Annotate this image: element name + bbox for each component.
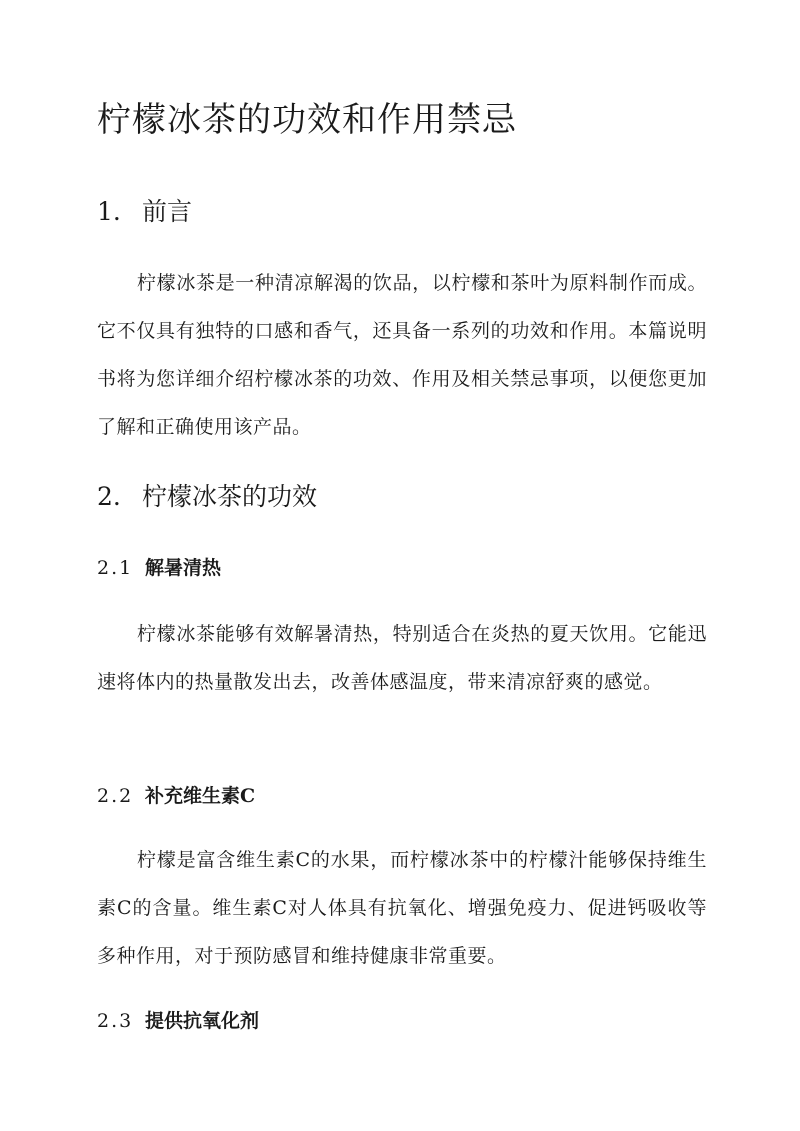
section-heading-preface <box>97 195 192 229</box>
subsection-heading-vitamin-c <box>97 782 255 810</box>
subsection-heading-cooling <box>97 554 221 582</box>
section-number: 1. <box>97 197 121 226</box>
subsection-number: 2.2 <box>97 785 134 807</box>
cooling-paragraph: 柠檬冰茶能够有效解暑清热，特别适合在炎热的夏天饮用。它能迅速将体内的热量散发出去，改善体感温度，带来清凉舒爽的感觉。 <box>97 623 707 693</box>
section-number: 2. <box>97 482 121 511</box>
subsection-title: 提供抗氧化剂 <box>145 1010 260 1032</box>
subsection-title: 补充维生素C <box>145 785 256 807</box>
subsection-title: 解暑清热 <box>145 557 222 579</box>
preface-paragraph: 柠檬冰茶是一种清凉解渴的饮品，以柠檬和茶叶为原料制作而成。它不仅具有独特的口感和香气，还具备一系列的功效和作用。本篇说明书将为您详细介绍柠檬冰茶的功效、作用及相关禁忌事项，以便您更加了解和正确使用该产品。 <box>97 272 707 438</box>
subsection-heading-antioxidants <box>97 1007 259 1035</box>
vitamin-c-paragraph: 柠檬是富含维生素C的水果，而柠檬冰茶中的柠檬汁能够保持维生素C的含量。维生素C对人体具有抗氧化、增强免疫力、促进钙吸收等多种作用，对于预防感冒和维持健康非常重要。 <box>97 849 707 967</box>
document-title: 柠檬冰茶的功效和作用禁忌 <box>97 100 517 140</box>
section-title: 柠檬冰茶的功效 <box>142 482 318 511</box>
section-title: 前言 <box>142 197 193 226</box>
subsection-number: 2.3 <box>97 1010 134 1032</box>
subsection-number: 2.1 <box>97 557 134 579</box>
section-heading-benefits <box>97 480 317 514</box>
